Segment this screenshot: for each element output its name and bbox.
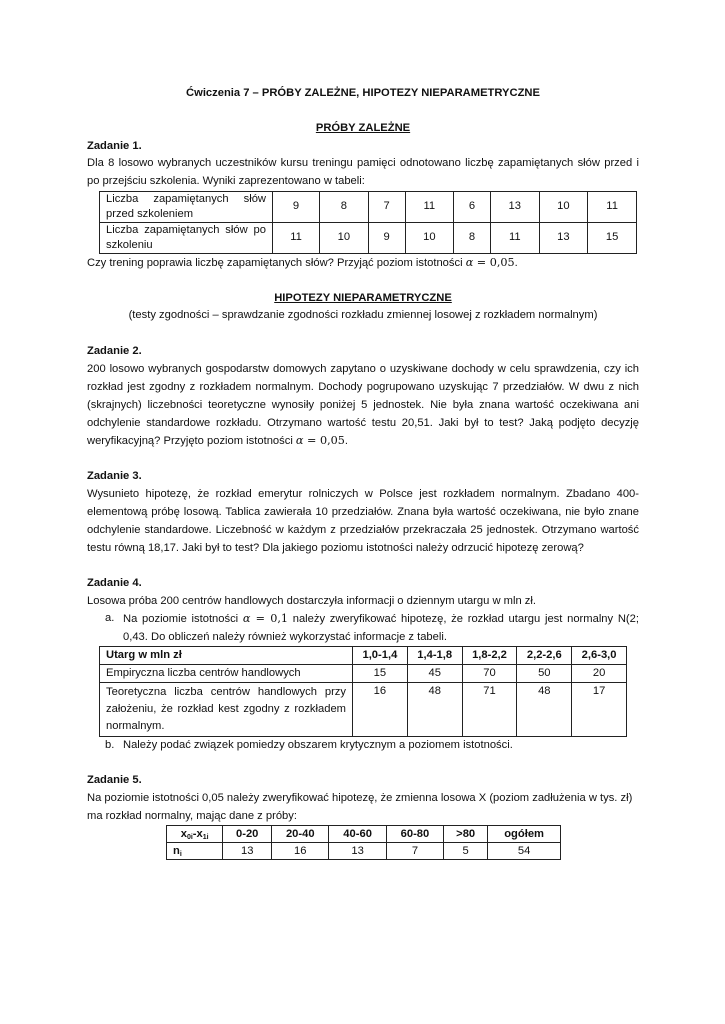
equals-sign: = [473,255,490,269]
task-2-text [87,360,639,450]
header-text: x [180,827,187,840]
column-header: ogółem [488,826,561,843]
table-cell: 48 [407,683,462,737]
table-cell: 13 [223,843,272,860]
row-label-subscript: i [179,850,182,858]
table-cell: 13 [329,843,386,860]
table-cell: 50 [517,665,572,683]
equals-sign: = [250,612,271,626]
section-subtitle: (testy zgodności – sprawdzanie zgodności rozkładu zmiennej losowej z rozkładem normalnym) [128,309,598,322]
table-cell: 8 [320,191,369,222]
task-4-table [99,646,627,737]
column-header: 1,8-2,2 [462,647,517,665]
column-header-interval [167,826,223,843]
question-text: Czy trening poprawia liczbę zapamiętanych słów? Przyjąć poziom istotności [87,256,466,269]
table-cell: 10 [405,222,454,253]
task-5-heading: Zadanie 5. [87,774,142,787]
table-cell: 20 [572,665,627,683]
row-label-text: n [173,844,180,857]
table-cell: 15 [353,665,408,683]
row-label: Liczba zapamiętanych słów przed szkoleniem [100,191,273,222]
task-1-table [99,191,637,254]
document-page [87,84,639,860]
column-header: 1,0-1,4 [353,647,408,665]
table-cell: 54 [488,843,561,860]
list-marker: b. [105,739,115,752]
item-text: Na poziomie istotności [123,613,243,626]
header-subscript: 1i [202,833,209,841]
column-header: 40-60 [329,826,386,843]
page-title: Ćwiczenia 7 – PRÓBY ZALEŻNE, HIPOTEZY NIEPARAMETRYCZNE [186,87,540,99]
list-marker: a. [105,612,115,625]
alpha-value: 0,05 [489,255,515,269]
table-cell: 70 [462,665,517,683]
table-cell: 9 [273,191,320,222]
column-header: >80 [444,826,488,843]
column-header: 0-20 [223,826,272,843]
table-cell: 10 [539,191,588,222]
table-cell: 6 [454,191,491,222]
alpha-symbol: α [295,434,304,448]
header-subscript: 0i [186,833,193,841]
column-header: 2,6-3,0 [572,647,627,665]
row-label: Liczba zapamiętanych słów po szkoleniu [100,222,273,253]
period: . [344,435,349,448]
period: . [514,256,518,269]
table-cell: 9 [368,222,405,253]
table-cell: 10 [320,222,369,253]
alpha-symbol: α [242,612,251,626]
task-5-text: Na poziomie istotności 0,05 należy zweryfikować hipotezę, że zmienna losowa X (poziom zadłużenia w tys. zł) ma rozkład normalny, mając dane z próby: [87,792,633,822]
column-header: 2,2-2,6 [517,647,572,665]
item-text: Należy podać związek pomiedzy obszarem krytycznym a poziomem istotności. [123,739,513,752]
alpha-value: 0,05 [319,434,345,448]
equals-sign: = [303,434,320,448]
task-4-text: Losowa próba 200 centrów handlowych dostarczyła informacji o dziennym utargu w mln zł. [87,594,536,607]
column-header: Utarg w mln zł [100,647,353,665]
column-header: 1,4-1,8 [407,647,462,665]
column-header: 20-40 [272,826,329,843]
table-cell: 16 [272,843,329,860]
task-3-text: Wysunieto hipotezę, że rozkład emerytur rolniczych w Polsce jest rozkładem normalnym. Zbadano 400-elementową próbę losową. Tablica zawierała 10 przedziałów. Znana była wartość oczekiwana, nie było znane odchylenie standardowe. Liczebność w każdym z przedziałów przekraczała 25 jednostek. Otrzymano wartość testu równą 18,17. Jaki był to test? Dla jakiego poziomu istotności należy odrzucić hipotezę zerową? [87,488,639,555]
row-label: Empiryczna liczba centrów handlowych [100,665,353,683]
table-cell: 7 [386,843,443,860]
table-cell: 7 [368,191,405,222]
task-4-item-b [87,737,639,755]
task-4-item-a [87,610,639,646]
table-cell: 45 [407,665,462,683]
task-4-heading: Zadanie 4. [87,576,142,589]
task-3-heading: Zadanie 3. [87,469,142,482]
table-row [100,683,627,737]
table-row [167,843,561,860]
table-cell: 5 [444,843,488,860]
table-cell: 13 [490,191,539,222]
task-2-heading: Zadanie 2. [87,344,142,357]
section-title-nonparametric: HIPOTEZY NIEPARAMETRYCZNE [274,291,452,304]
table-cell: 15 [588,222,637,253]
column-header: 60-80 [386,826,443,843]
task-1-text: Dla 8 losowo wybranych uczestników kursu treningu pamięci odnotowano liczbę zapamiętanych słów przed i po przejściu szkolenia. Wyniki zaprezentowano w tabeli: [87,157,639,187]
table-row [100,191,637,222]
table-row [100,222,637,253]
task-1-question [87,254,639,273]
table-cell: 11 [405,191,454,222]
table-cell: 16 [353,683,408,737]
task-5-table [166,825,561,860]
item-text: należy zweryfikować hipotezę, że rozkład utargu jest normalny N(2; 0,43. Do obliczeń należy również wykorzystać informacje z tabeli. [123,613,639,643]
row-label [167,843,223,860]
table-cell: 11 [273,222,320,253]
alpha-symbol: α [465,255,474,269]
table-row [100,665,627,683]
table-cell: 8 [454,222,491,253]
task-2-body: 200 losowo wybranych gospodarstw domowych zapytano o uzyskiwane dochody w celu sprawdzenia, czy ich rozkład jest zgodny z rozkładem normalnym. Dochody pogrupowano uzyskując 7 przedziałów. W dwu z nich (skrajnych) liczebności teoretyczne wynosiły poniżej 5 jednostek. Nie była znana wartość oczekiwana ani odchylenie standardowe rozkładu. Otrzymano wartość testu 20,51. Jaki był to test? Jaką podjęto decyzję weryfikacyjną? Przyjęto poziom istotności [87,363,639,448]
task-1-heading: Zadanie 1. [87,139,142,152]
alpha-value: 0,1 [270,612,288,626]
table-cell: 17 [572,683,627,737]
table-cell: 48 [517,683,572,737]
section-title-dependent-samples: PRÓBY ZALEŻNE [315,122,411,135]
table-cell: 13 [539,222,588,253]
header-text: -x [192,827,203,840]
table-header-row [167,826,561,843]
row-label: Teoretyczna liczba centrów handlowych przy założeniu, że rozkład kest zgodny z rozkładem normalnym. [100,683,353,737]
table-cell: 11 [588,191,637,222]
table-header-row [100,647,627,665]
table-cell: 71 [462,683,517,737]
table-cell: 11 [490,222,539,253]
